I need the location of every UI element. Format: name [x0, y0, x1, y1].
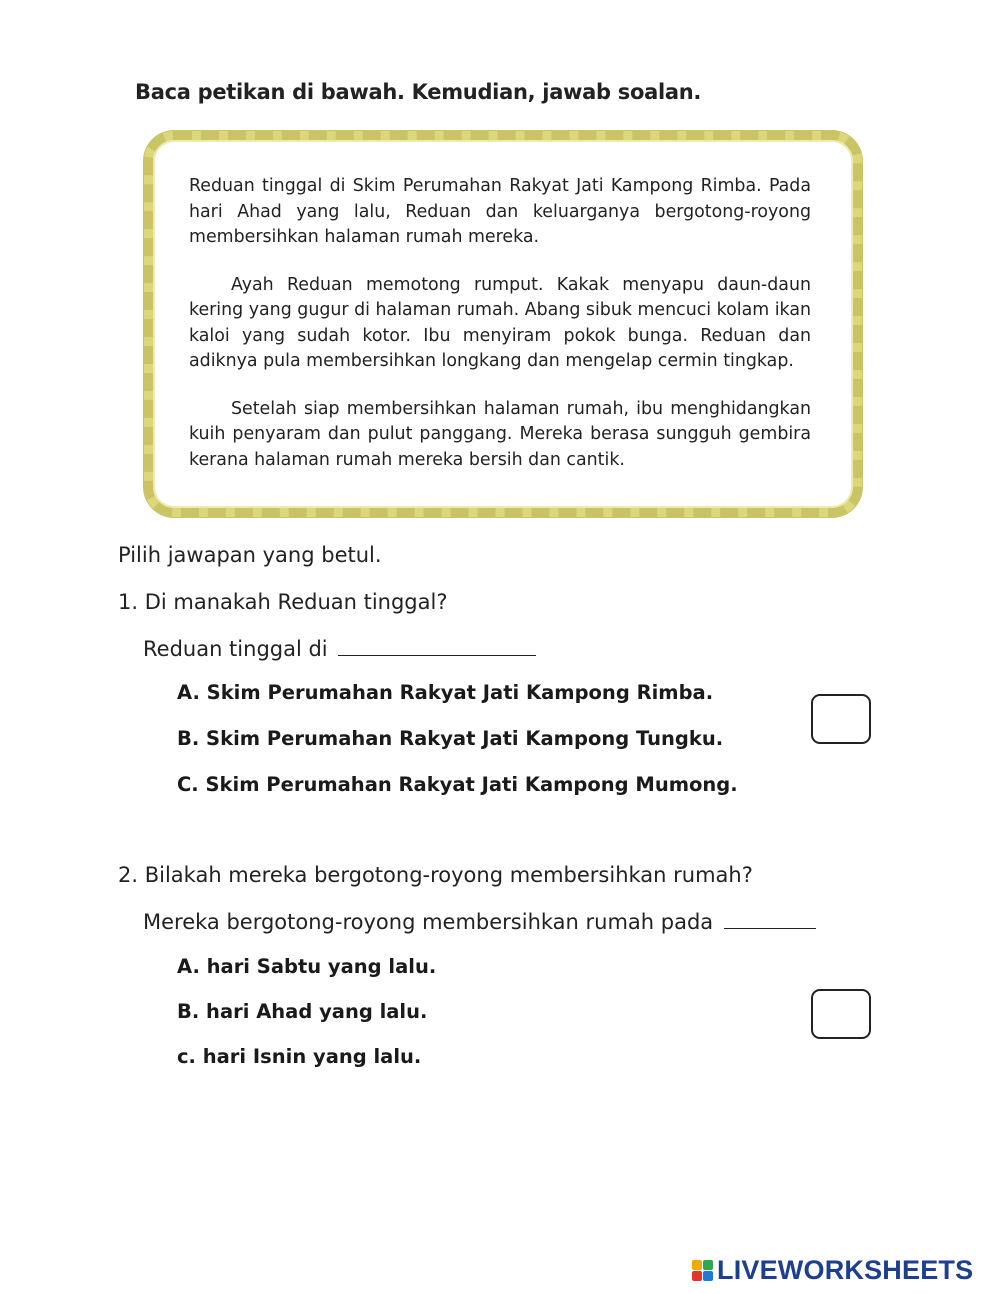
question-1-stem-text: Reduan tinggal di	[143, 637, 328, 661]
passage-paragraph-1: Reduan tinggal di Skim Perumahan Rakyat Jati Kampong Rimba. Pada hari Ahad yang lalu, Reduan dan keluarganya bergotong-royong membersihkan halaman rumah mereka.	[189, 176, 811, 247]
question-2-stem	[143, 908, 816, 934]
question-2-option-c: c. hari Isnin yang lalu.	[177, 1045, 422, 1068]
question-1-option-b: B. Skim Perumahan Rakyat Jati Kampong Tungku.	[177, 727, 724, 750]
passage-paragraph-3: Setelah siap membersihkan halaman rumah, ibu menghidangkan kuih penyaram dan pulut panggang. Mereka berasa sungguh gembira kerana halaman rumah mereka bersih dan cantik.	[189, 398, 811, 470]
reading-passage	[189, 174, 811, 495]
question-2-stem-text: Mereka bergotong-royong membersihkan rumah pada	[143, 910, 714, 934]
answer-prompt: Pilih jawapan yang betul.	[118, 543, 382, 567]
liveworksheets-logo-text: LIVEWORKSHEETS	[717, 1255, 974, 1285]
passage-paragraph-2: Ayah Reduan memotong rumput. Kakak menyapu daun-daun kering yang gugur di halaman rumah. Abang sibuk mencuci kolam ikan kaloi yang sudah kotor. Ibu menyiram pokok bunga. Reduan dan adiknya pula membersihkan longkang dan mengelap cermin tingkap.	[189, 274, 811, 371]
question-2-answer-box[interactable]	[811, 989, 871, 1039]
question-2-option-b: B. hari Ahad yang lalu.	[177, 1000, 428, 1023]
question-1: 1. Di manakah Reduan tinggal?	[118, 590, 448, 614]
logo-square-3	[692, 1271, 702, 1281]
question-1-blank	[338, 635, 536, 656]
question-1-stem	[143, 635, 536, 661]
liveworksheets-logo-icon	[692, 1260, 713, 1281]
reading-passage-frame	[144, 131, 862, 517]
question-2: 2. Bilakah mereka bergotong-royong membersihkan rumah?	[118, 863, 753, 887]
instruction-heading: Baca petikan di bawah. Kemudian, jawab soalan.	[135, 80, 702, 104]
question-1-answer-box[interactable]	[811, 694, 871, 744]
logo-square-4	[703, 1271, 713, 1281]
liveworksheets-logo	[692, 1255, 973, 1286]
question-1-option-c: C. Skim Perumahan Rakyat Jati Kampong Mumong.	[177, 773, 738, 796]
question-2-option-a: A. hari Sabtu yang lalu.	[177, 955, 437, 978]
question-1-option-a: A. Skim Perumahan Rakyat Jati Kampong Rimba.	[177, 681, 714, 704]
question-2-blank	[724, 908, 816, 929]
logo-square-1	[692, 1260, 702, 1270]
logo-square-2	[703, 1260, 713, 1270]
